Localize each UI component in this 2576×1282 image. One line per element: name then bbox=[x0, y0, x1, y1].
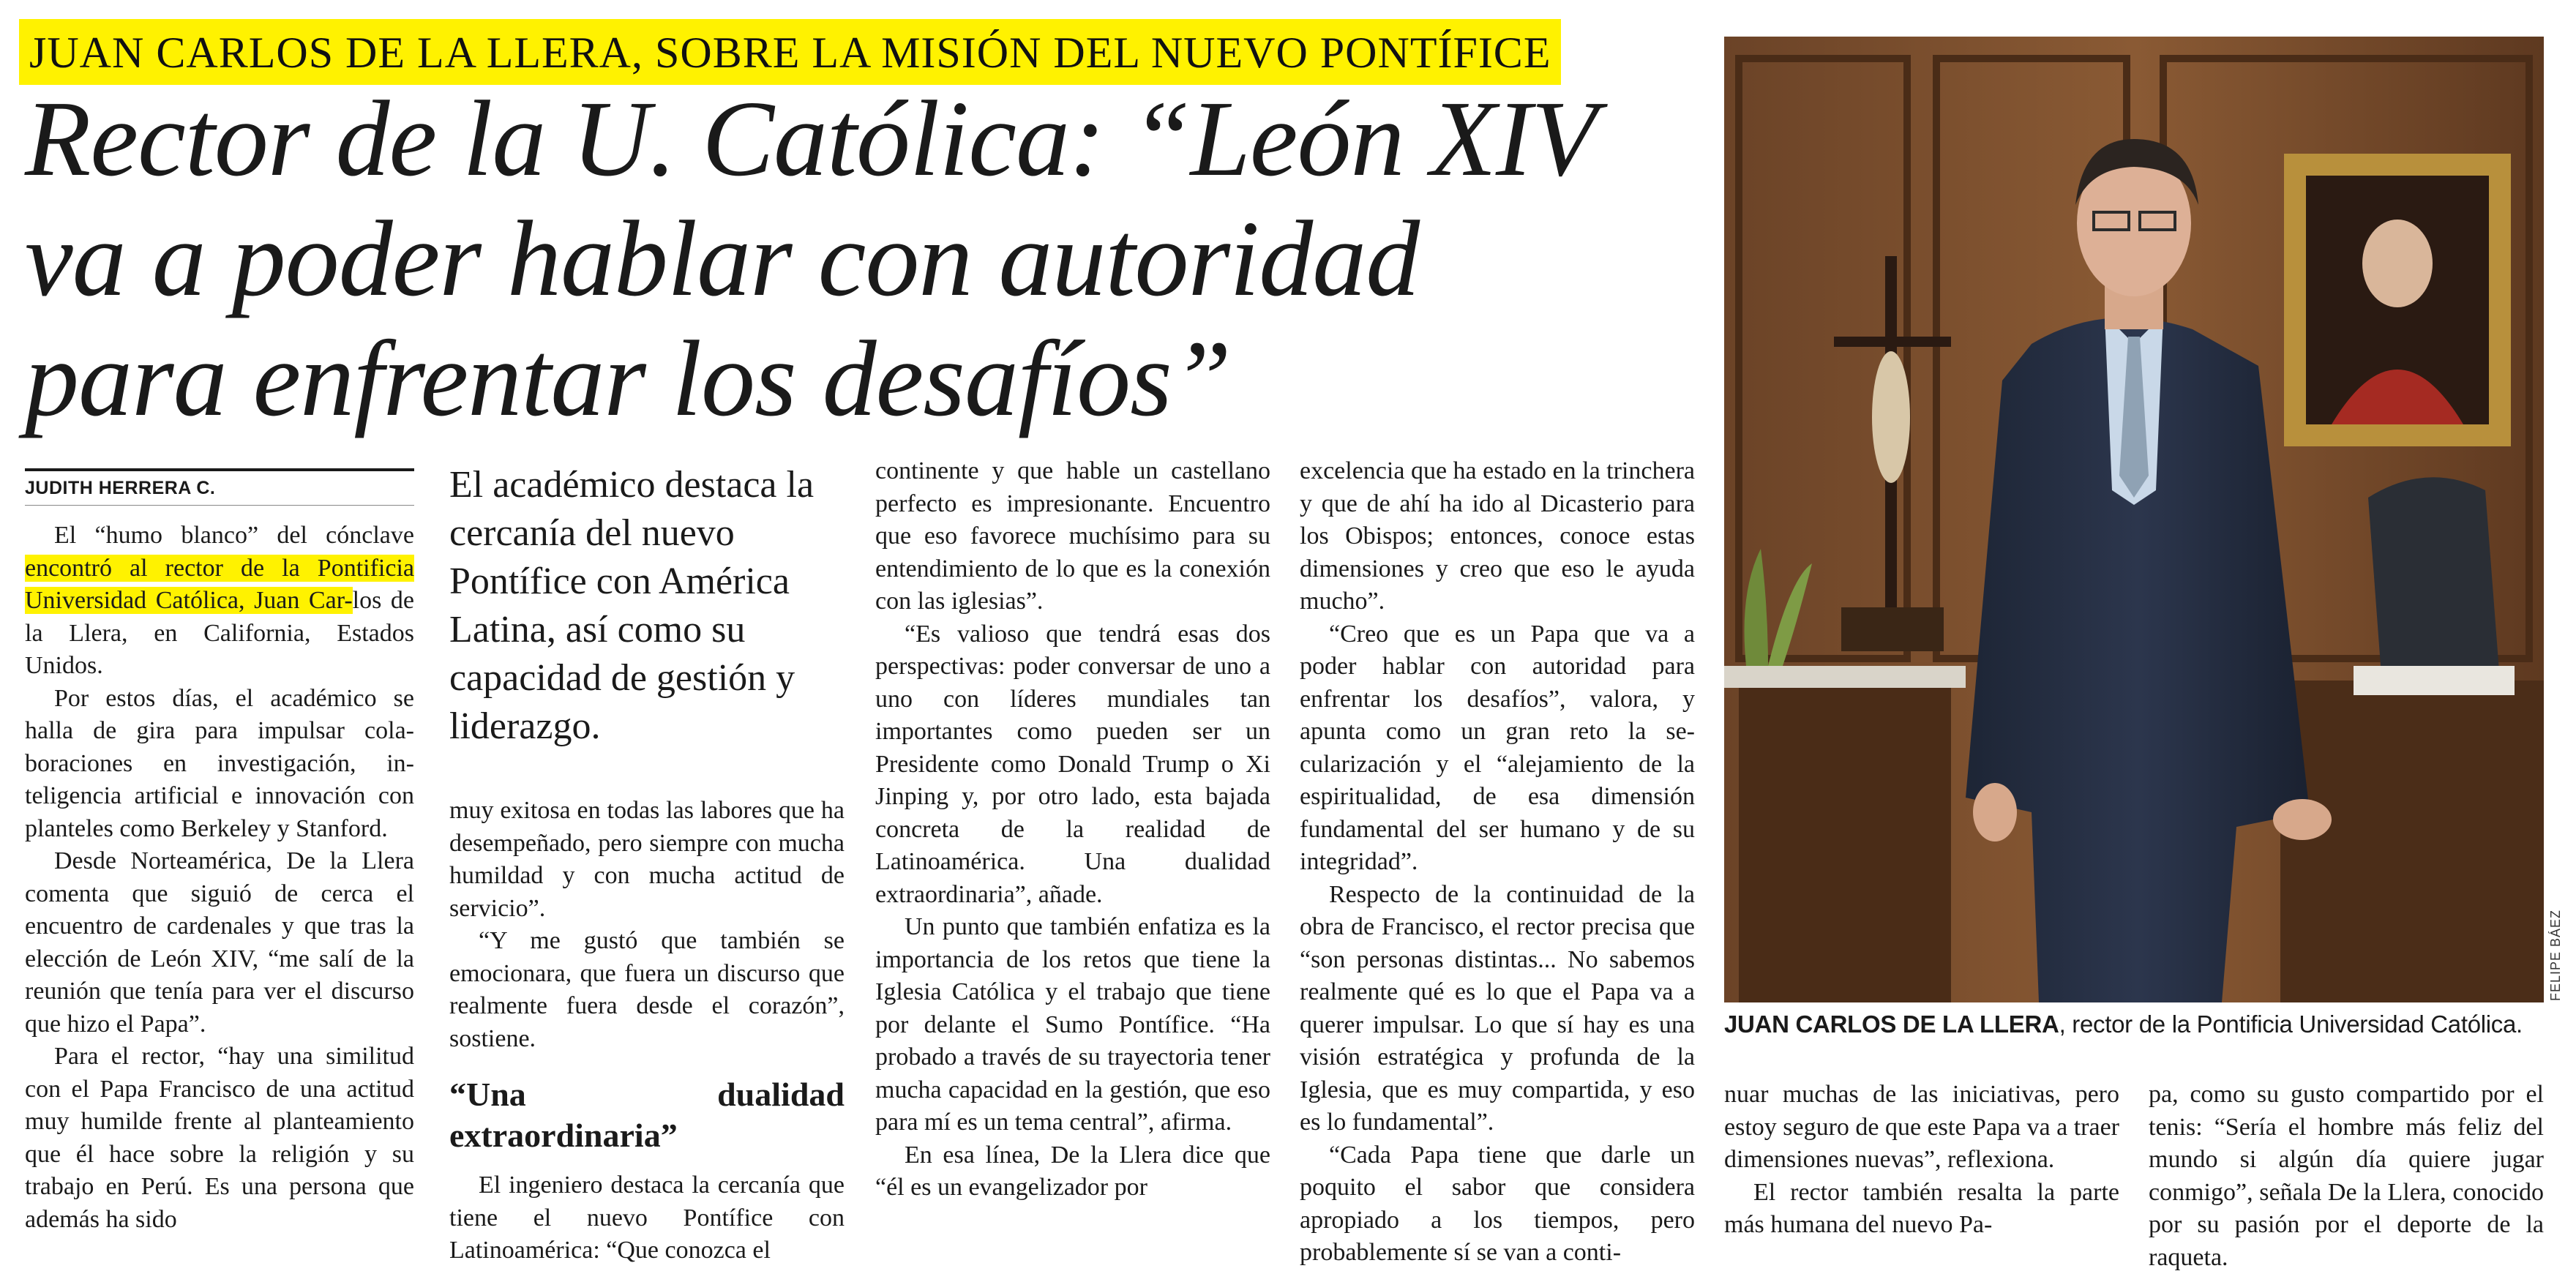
article-column-1 bbox=[25, 520, 414, 1236]
paragraph-text: El “humo blanco” del cónclave bbox=[54, 522, 414, 549]
article-photo bbox=[1724, 37, 2544, 1002]
article-column-6 bbox=[2149, 1079, 2544, 1274]
paragraph: Respecto de la continuidad de la obra de Francisco, el rector precisa que “son personas distintas... No sabemos realmente qué es lo que el Papa va a querer impulsar. Lo que sí hay es una visión estratégica y profunda de la Iglesia, que es muy compartida, y eso es lo fundamental”. bbox=[1300, 880, 1695, 1136]
kicker: JUAN CARLOS DE LA LLERA, SOBRE LA MISIÓN DEL NUEVO PONTÍFICE bbox=[19, 19, 1561, 85]
headline-line-2: va a poder hablar con autoridad bbox=[25, 199, 1420, 319]
photo-credit bbox=[2547, 909, 2569, 1002]
photo-credit-text: FELIPE BÁEZ bbox=[2548, 909, 2563, 1001]
paragraph bbox=[25, 520, 414, 683]
caption-name: JUAN CARLOS DE LA LLERA bbox=[1724, 1011, 2059, 1038]
paragraph: nuar muchas de las iniciativas, pero estoy seguro de que este Papa va a traer dimensiones nuevas”, reflexiona. bbox=[1724, 1081, 2119, 1173]
paragraph: Un punto que también enfatiza es la importancia de los retos que tiene la Iglesia Católica y el trabajo que tiene por delante el Sumo Pontífice. “Ha probado a través de su trayectoria tener mucha capacidad en la gestión, que eso para mí es un tema central”, afirma. bbox=[875, 913, 1270, 1136]
photo-illustration bbox=[1724, 37, 2544, 1002]
paragraph: Desde Norteamérica, De la Llera comenta que siguió de cerca el encuentro de cardenales y que tras la elección de León XIV, “me salí de la reunión que tenía para ver el discurso que hizo el Papa”. bbox=[25, 847, 414, 1038]
portrait-frame bbox=[2284, 154, 2511, 446]
headline-line-1: Rector de la U. Católica: “León XIV bbox=[25, 79, 1597, 199]
caption-text: , rector de la Pontificia Universidad Católica. bbox=[2059, 1011, 2523, 1038]
paragraph-text: los de la Llera, en California, Estados Unidos. bbox=[25, 587, 414, 679]
paragraph: Por estos días, el académico se halla de gira para impulsar colaboraciones en investigación, inteligencia artificial e innovación con planteles como Berkeley y Stanford. bbox=[25, 684, 414, 842]
paragraph: “Y me gustó que también se emocionara, que fuera un discurso que realmente fuera desde el corazón”, sostiene. bbox=[449, 927, 845, 1052]
paragraph: “Es valioso que tendrá esas dos perspectivas: poder conversar de uno a uno con líderes mundiales tan importantes como pueden ser un Presidente como Donald Trump o Xi Jinping y, por otro lado, esta bajada concreta de la realidad de Latinoamérica. Una dualidad extraordinaria”, añade. bbox=[875, 620, 1270, 908]
paragraph: muy exitosa en todas las labores que ha desempeñado, pero siempre con mucha humildad y con mucha actitud de servicio”. bbox=[449, 797, 845, 922]
byline-rule-top bbox=[25, 468, 414, 471]
paragraph: “Cada Papa tiene que darle un poquito el sabor que considera apropiado a los tiempos, pero probablemente sí se van a conti- bbox=[1300, 1141, 1695, 1266]
subhead: “Una dualidad extraordinaria” bbox=[449, 1076, 845, 1154]
headline-line-3: para enfrentar los desafíos” bbox=[25, 319, 1232, 439]
article-column-5 bbox=[1724, 1079, 2119, 1242]
headline bbox=[25, 79, 1679, 439]
paragraph: El ingeniero destaca la cercanía que tiene el nuevo Pontífice con Latinoamérica: “Que conozca el bbox=[449, 1172, 845, 1264]
summary-deck: El académico destaca la cercanía del nuevo Pontífice con América Latina, así como su capacidad de gestión y liderazgo. bbox=[449, 464, 815, 747]
paragraph: excelencia que ha estado en la trinchera y que de ahí ha ido al Dicasterio para los Obispos; entonces, conoce estas dimensiones y creo que eso le ayuda mucho”. bbox=[1300, 457, 1695, 615]
kicker-wrap bbox=[19, 19, 1561, 88]
paragraph: “Creo que es un Papa que va a poder hablar con autoridad para enfrentar los desafíos”, valora, y apunta como un gran reto la secularización y el “alejamiento de la espiritualidad, de esa dimensión fundamental del ser humano y de su integridad”. bbox=[1300, 620, 1695, 875]
article-column-4 bbox=[1300, 455, 1695, 1270]
paragraph: El rector también resalta la parte más humana del nuevo Pa- bbox=[1724, 1178, 2119, 1238]
article-column-2 bbox=[449, 795, 845, 1267]
paragraph: pa, como su gusto compartido por el tenis: “Sería el hombre más feliz del mundo si algún día quiere jugar conmigo”, señala De la Llera, conocido por su pasión por el deporte de la raqueta. bbox=[2149, 1081, 2544, 1271]
paragraph: Para el rector, “hay una similitud con el Papa Francisco de una actitud muy humilde frente al planteamiento que él hace sobre la religión y su trabajo en Perú. Es una persona que además ha sido bbox=[25, 1043, 414, 1233]
byline: JUDITH HERRERA C. bbox=[25, 478, 216, 498]
byline-rule-bottom bbox=[25, 505, 414, 506]
article-column-3 bbox=[875, 455, 1270, 1204]
photo-caption bbox=[1724, 1008, 2551, 1041]
paragraph: En esa línea, De la Llera dice que “él es un evangelizador por bbox=[875, 1141, 1270, 1201]
paragraph: continente y que hable un castellano perfecto es impresionante. Encuentro que eso favorece muchísimo para su entendimiento de lo que es la conexión con las iglesias”. bbox=[875, 457, 1270, 615]
highlighted-text: encontró al rector de la Pontificia Universidad Católica, Juan Car- bbox=[25, 554, 414, 614]
